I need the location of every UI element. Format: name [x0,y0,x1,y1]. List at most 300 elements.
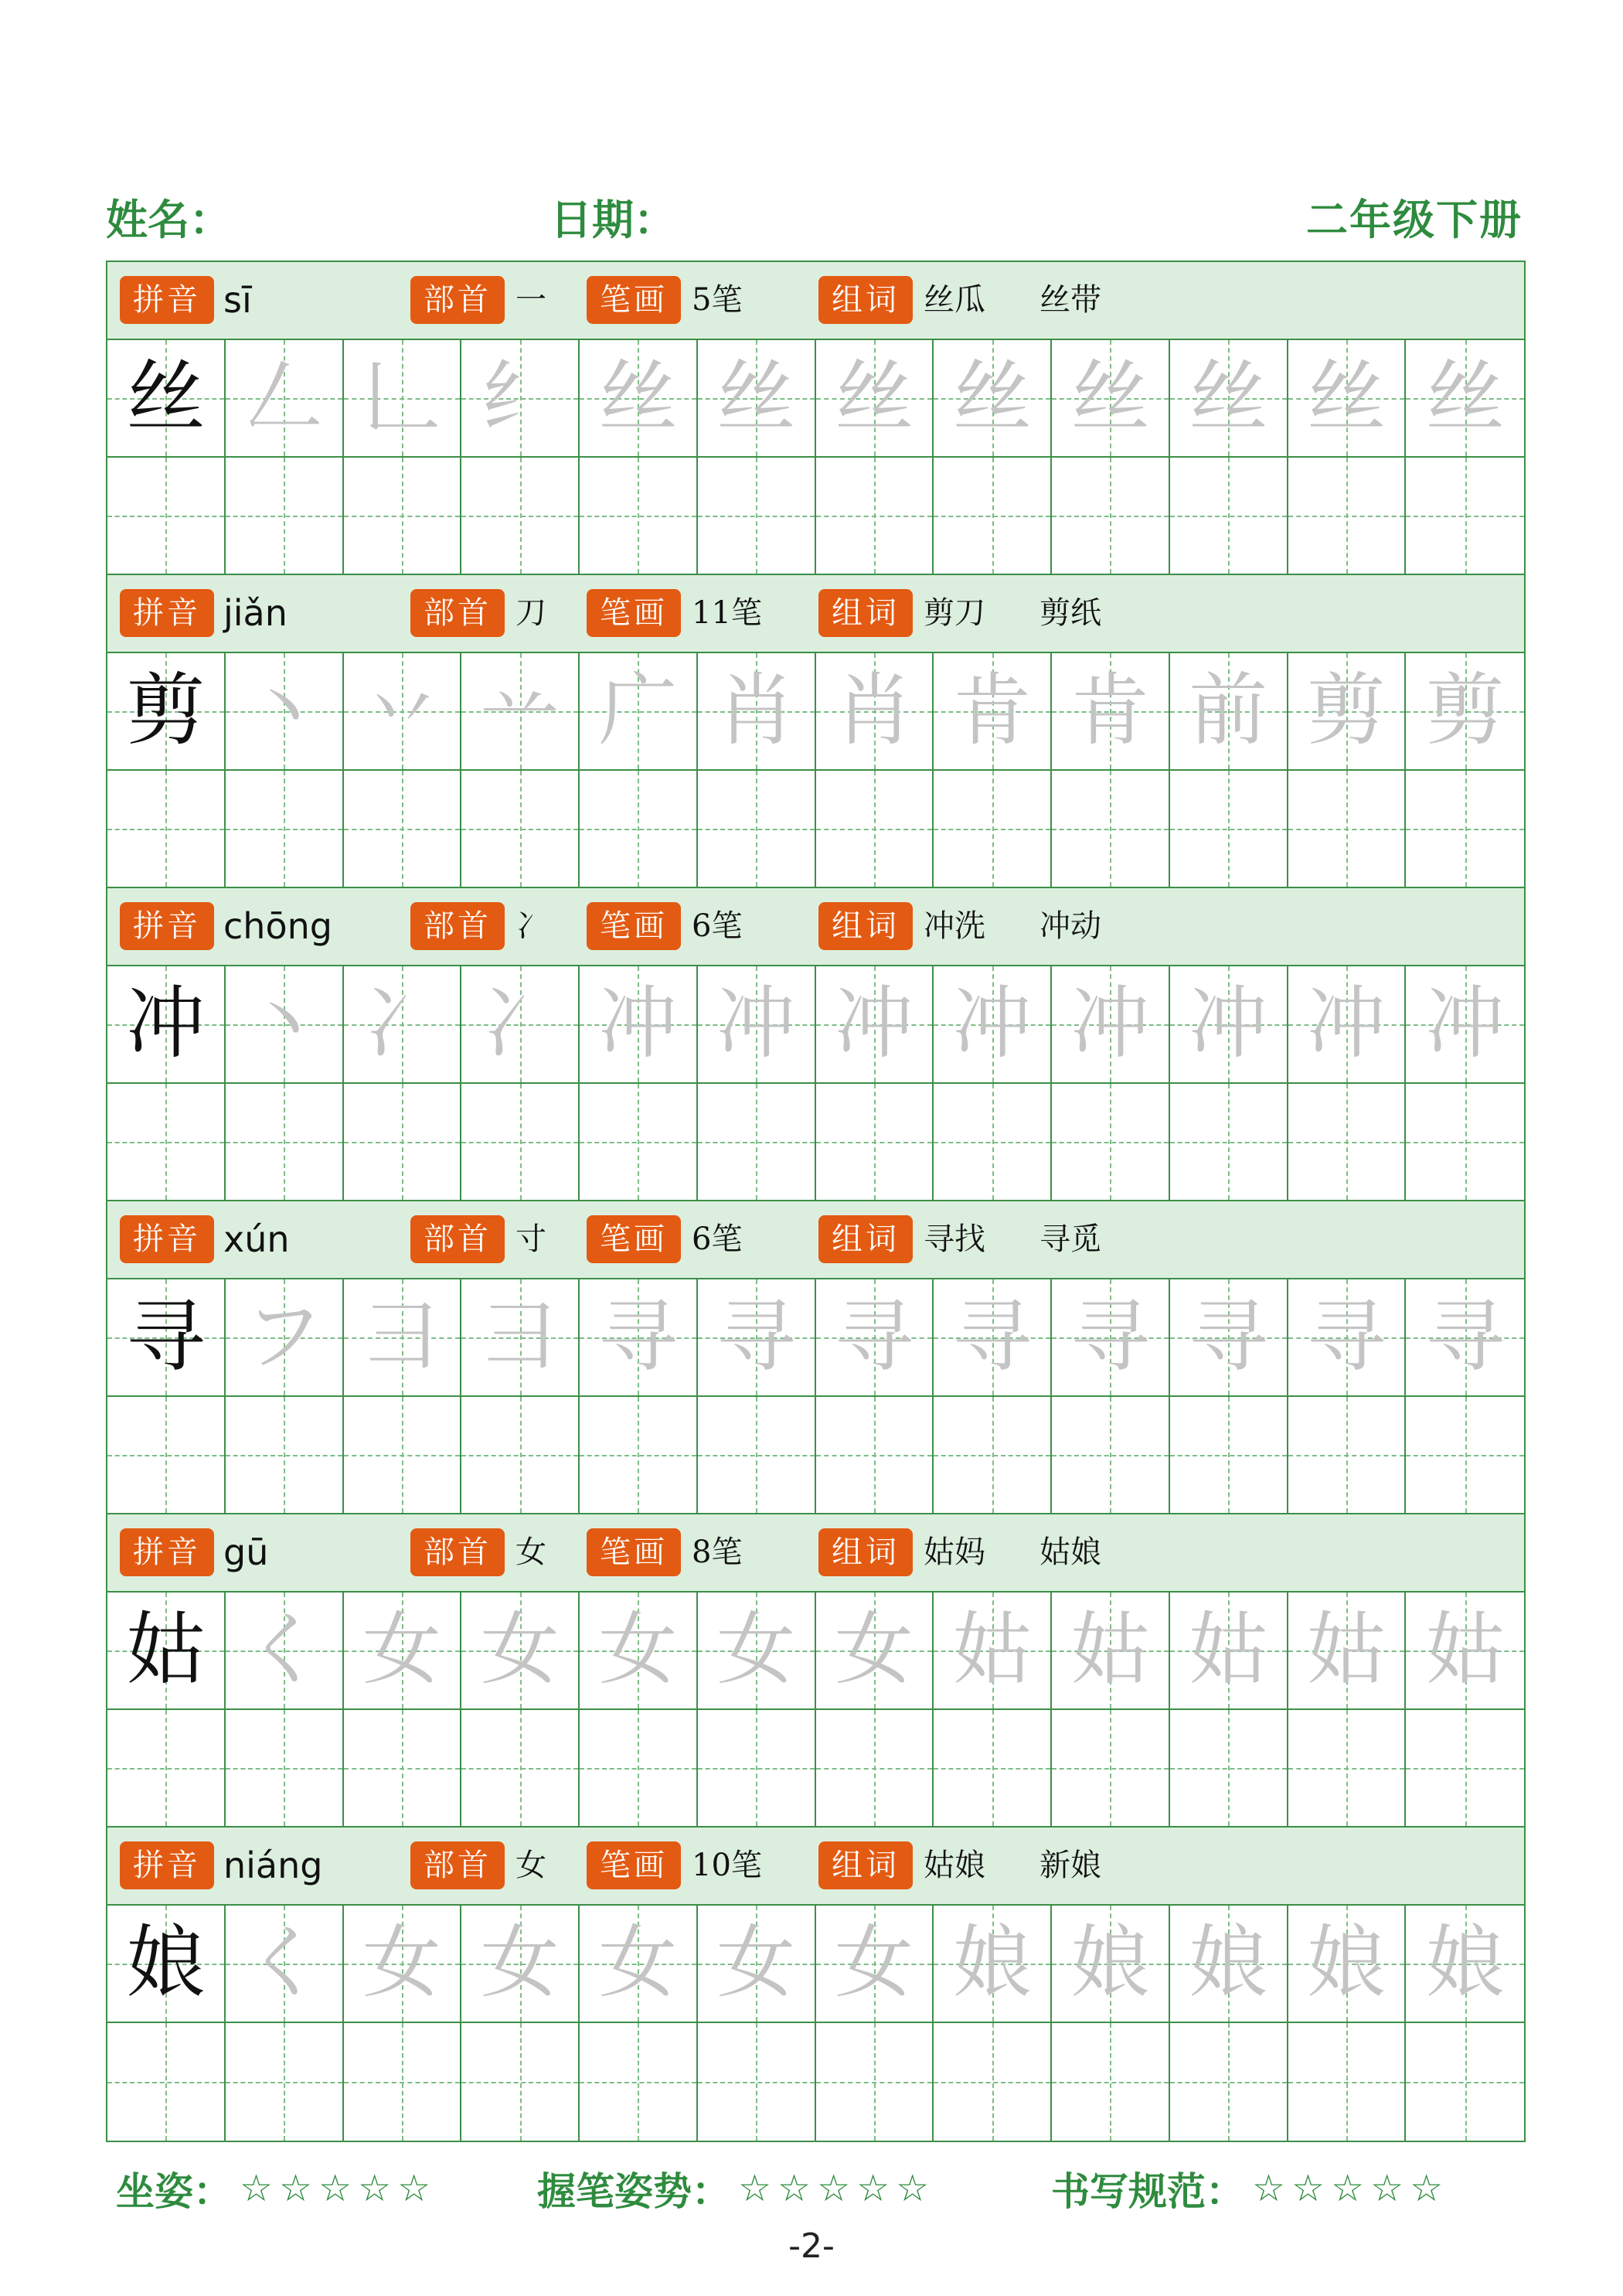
blank-cell[interactable] [580,771,698,888]
trace-row [107,653,1524,771]
trace-char: く [244,1604,324,1696]
trace-char: 剪 [1425,665,1505,757]
trace-row [107,1279,1524,1397]
char-block [107,1514,1524,1828]
word-2: 冲动 [1039,908,1101,944]
trace-cell[interactable] [1052,340,1170,458]
grip-label: 握笔姿势： [537,2169,730,2214]
model-char-cell [107,1593,226,1710]
trace-char: 姑 [1189,1604,1268,1696]
trace-cell[interactable] [226,1279,344,1397]
trace-char: 彐 [480,1291,560,1383]
trace-cell[interactable] [816,1593,934,1710]
trace-char: 女 [716,1917,796,2009]
trace-char: 丝 [952,352,1032,444]
posture-rating [116,2161,437,2216]
char-info-bar [107,1828,1524,1906]
trace-cell[interactable] [816,653,934,771]
radical-value: 一 [515,282,546,318]
trace-cell[interactable] [344,340,462,458]
radical-value: 刀 [515,595,546,631]
words-tag: 组词 [818,1215,913,1263]
trace-char: 冲 [1070,978,1150,1070]
blank-cell[interactable] [1170,771,1288,888]
trace-char: 娘 [1425,1917,1505,2009]
trace-cell[interactable] [1288,966,1407,1084]
trace-char: 𠃋 [244,352,324,444]
trace-char: 女 [598,1917,678,2009]
trace-cell[interactable] [1170,340,1288,458]
trace-cell[interactable] [580,1906,698,2023]
trace-char: 肖 [834,665,914,757]
blank-cell[interactable] [1406,1084,1524,1201]
blank-cell[interactable] [698,458,816,575]
trace-char: 女 [362,1604,441,1696]
model-char-cell [107,1906,226,2023]
trace-cell[interactable] [1170,1906,1288,2023]
blank-cell[interactable] [816,458,934,575]
char-info-bar [107,575,1524,653]
strokes-tag: 笔画 [587,276,681,324]
trace-char: 姑 [1070,1604,1150,1696]
trace-char: 丝 [598,352,678,444]
radical-value: 女 [515,1848,546,1883]
word-2: 新娘 [1039,1848,1101,1883]
blank-cell[interactable] [107,458,226,575]
trace-char: 女 [480,1917,560,2009]
model-char: 寻 [126,1291,206,1383]
trace-cell[interactable] [816,340,934,458]
trace-char: 肯 [952,665,1032,757]
char-info-bar [107,262,1524,340]
blank-cell[interactable] [1170,1397,1288,1514]
blank-cell[interactable] [698,1397,816,1514]
blank-cell[interactable] [461,2023,580,2141]
blank-practice-row [107,458,1524,575]
pinyin-tag: 拼音 [120,276,214,324]
strokes-value: 8笔 [692,1535,743,1570]
blank-cell[interactable] [226,458,344,575]
blank-practice-row [107,1710,1524,1828]
trace-char: 彐 [362,1291,441,1383]
trace-row [107,966,1524,1084]
trace-cell[interactable] [816,966,934,1084]
blank-cell[interactable] [1052,458,1170,575]
pinyin-value: jiǎn [223,592,288,634]
blank-cell[interactable] [816,1084,934,1201]
trace-char: 女 [480,1604,560,1696]
blank-cell[interactable] [107,1397,226,1514]
blank-cell[interactable] [698,1084,816,1201]
trace-cell[interactable] [934,1906,1052,2023]
trace-char: 丷 [362,665,441,757]
trace-cell[interactable] [1406,1906,1524,2023]
trace-cell[interactable] [461,1279,580,1397]
trace-cell[interactable] [461,340,580,458]
blank-cell[interactable] [1406,1710,1524,1828]
blank-cell[interactable] [580,1084,698,1201]
blank-cell[interactable] [1052,1084,1170,1201]
blank-cell[interactable] [1288,1397,1407,1514]
blank-cell[interactable] [461,1397,580,1514]
trace-cell[interactable] [698,1593,816,1710]
strokes-tag: 笔画 [587,1215,681,1263]
pinyin-tag: 拼音 [120,902,214,950]
word-2: 寻觅 [1039,1221,1101,1257]
radical-tag: 部首 [410,276,505,324]
trace-cell[interactable] [1052,1593,1170,1710]
trace-cell[interactable] [1288,1593,1407,1710]
trace-cell[interactable] [1288,340,1407,458]
trace-char: 姑 [1306,1604,1386,1696]
blank-cell[interactable] [461,1710,580,1828]
date-label: 日期： [550,196,675,244]
trace-char: 丝 [1306,352,1386,444]
blank-cell[interactable] [1288,458,1407,575]
blank-cell[interactable] [580,458,698,575]
trace-char: く [244,1917,324,2009]
blank-cell[interactable] [816,1710,934,1828]
trace-cell[interactable] [1288,1279,1407,1397]
blank-cell[interactable] [107,1084,226,1201]
char-block [107,262,1524,575]
blank-cell[interactable] [344,1084,462,1201]
radical-tag: 部首 [410,1528,505,1576]
trace-cell[interactable] [344,1279,462,1397]
trace-cell[interactable] [1406,966,1524,1084]
radical-value: 女 [515,1535,546,1570]
blank-cell[interactable] [107,2023,226,2141]
trace-cell[interactable] [1406,1279,1524,1397]
trace-cell[interactable] [1406,340,1524,458]
trace-cell[interactable] [698,1279,816,1397]
char-info-bar [107,1514,1524,1593]
blank-cell[interactable] [226,1084,344,1201]
trace-char: 冲 [598,978,678,1070]
word-2: 丝带 [1039,282,1101,318]
trace-char: 肯 [1070,665,1150,757]
trace-cell[interactable] [1406,1593,1524,1710]
blank-cell[interactable] [107,771,226,888]
blank-cell[interactable] [580,1710,698,1828]
blank-cell[interactable] [461,458,580,575]
trace-char: 娘 [1189,1917,1268,2009]
word-1: 丝瓜 [924,282,985,318]
norm-label: 书写规范： [1051,2169,1244,2214]
blank-cell[interactable] [1170,2023,1288,2141]
trace-cell[interactable] [934,340,1052,458]
page-number: -2- [788,2226,835,2266]
blank-cell[interactable] [107,1710,226,1828]
blank-cell[interactable] [1288,1710,1407,1828]
blank-cell[interactable] [226,1397,344,1514]
grip-rating [537,2161,935,2216]
pinyin-value: gū [223,1531,269,1573]
radical-value: 冫 [515,908,546,944]
model-char-cell [107,966,226,1084]
model-char-cell [107,340,226,458]
trace-cell[interactable] [698,966,816,1084]
strokes-value: 11笔 [692,595,762,631]
trace-char: 冲 [716,978,796,1070]
posture-label: 坐姿： [116,2169,232,2214]
model-char-cell [107,1279,226,1397]
word-1: 姑娘 [924,1848,985,1883]
trace-cell[interactable] [1170,1593,1288,1710]
trace-char: 丝 [716,352,796,444]
model-char-cell [107,653,226,771]
trace-cell[interactable] [1406,653,1524,771]
word-1: 寻找 [924,1221,985,1257]
blank-cell[interactable] [1406,458,1524,575]
blank-cell[interactable] [1052,1397,1170,1514]
grade-label: 二年级下册 [1306,196,1523,244]
char-block [107,1828,1524,2141]
trace-char: 丝 [834,352,914,444]
blank-cell[interactable] [1406,771,1524,888]
char-block [107,575,1524,888]
blank-cell[interactable] [934,458,1052,575]
words-tag: 组词 [818,1528,913,1576]
trace-char: 丝 [1189,352,1268,444]
trace-cell[interactable] [580,1279,698,1397]
model-char: 剪 [126,665,206,757]
blank-cell[interactable] [461,1084,580,1201]
strokes-tag: 笔画 [587,1528,681,1576]
blank-cell[interactable] [1288,2023,1407,2141]
trace-cell[interactable] [580,1593,698,1710]
word-2: 姑娘 [1039,1535,1101,1570]
trace-char: 寻 [1306,1291,1386,1383]
strokes-value: 5笔 [692,282,743,318]
trace-cell[interactable] [461,1906,580,2023]
trace-cell[interactable] [461,653,580,771]
trace-cell[interactable] [1288,653,1407,771]
trace-cell[interactable] [934,653,1052,771]
trace-cell[interactable] [1052,653,1170,771]
strokes-value: 6笔 [692,1221,743,1257]
trace-char: 䒑 [480,665,560,757]
radical-tag: 部首 [410,589,505,637]
strokes-value: 6笔 [692,908,743,944]
trace-cell[interactable] [934,966,1052,1084]
blank-practice-row [107,1397,1524,1514]
trace-cell[interactable] [580,966,698,1084]
model-char: 丝 [126,352,206,444]
pinyin-tag: 拼音 [120,1215,214,1263]
trace-cell[interactable] [580,340,698,458]
trace-char: 寻 [1189,1291,1268,1383]
radical-value: 寸 [515,1221,546,1257]
word-1: 冲洗 [924,908,985,944]
trace-cell[interactable] [344,1593,462,1710]
pinyin-value: niáng [223,1845,323,1886]
trace-char: 女 [362,1917,441,2009]
trace-char: 前 [1189,665,1268,757]
trace-row [107,340,1524,458]
trace-char: 冫 [362,978,441,1070]
char-block [107,1201,1524,1514]
trace-cell[interactable] [580,653,698,771]
pinyin-value: xún [223,1218,290,1260]
trace-row [107,1906,1524,2023]
blank-cell[interactable] [816,2023,934,2141]
model-char: 娘 [126,1917,206,2009]
trace-cell[interactable] [1052,966,1170,1084]
norm-stars[interactable]: ☆☆☆☆☆ [1252,2167,1450,2210]
blank-cell[interactable] [934,1397,1052,1514]
trace-char: 寻 [598,1291,678,1383]
blank-cell[interactable] [1170,1710,1288,1828]
blank-cell[interactable] [698,1710,816,1828]
trace-cell[interactable] [1052,1279,1170,1397]
trace-char: 寻 [952,1291,1032,1383]
pinyin-tag: 拼音 [120,1841,214,1889]
blank-cell[interactable] [934,2023,1052,2141]
blank-cell[interactable] [816,1397,934,1514]
trace-cell[interactable] [816,1906,934,2023]
trace-cell[interactable] [226,1906,344,2023]
trace-cell[interactable] [816,1279,934,1397]
blank-cell[interactable] [934,1710,1052,1828]
trace-char: 娘 [952,1917,1032,2009]
trace-cell[interactable] [461,1593,580,1710]
trace-char: 寻 [834,1291,914,1383]
blank-cell[interactable] [226,771,344,888]
blank-cell[interactable] [461,771,580,888]
trace-char: 冲 [1189,978,1268,1070]
blank-cell[interactable] [580,2023,698,2141]
radical-tag: 部首 [410,902,505,950]
posture-stars[interactable]: ☆☆☆☆☆ [240,2167,437,2210]
blank-cell[interactable] [698,771,816,888]
trace-cell[interactable] [934,1593,1052,1710]
char-info-bar [107,1201,1524,1279]
trace-char: 丝 [1425,352,1505,444]
trace-cell[interactable] [226,653,344,771]
blank-cell[interactable] [934,771,1052,888]
trace-cell[interactable] [1052,1906,1170,2023]
model-char: 冲 [126,978,206,1070]
blank-cell[interactable] [1052,771,1170,888]
char-info-bar [107,888,1524,966]
grip-stars[interactable]: ☆☆☆☆☆ [738,2167,936,2210]
blank-cell[interactable] [344,458,462,575]
trace-char: 寻 [716,1291,796,1383]
blank-cell[interactable] [344,2023,462,2141]
blank-practice-row [107,1084,1524,1201]
blank-cell[interactable] [1406,2023,1524,2141]
blank-cell[interactable] [1052,1710,1170,1828]
blank-cell[interactable] [934,1084,1052,1201]
trace-char: 女 [598,1604,678,1696]
practice-sheet [106,261,1526,2142]
trace-char: 𠃊 [362,352,441,444]
trace-cell[interactable] [344,1906,462,2023]
trace-char: 寻 [1425,1291,1505,1383]
word-2: 剪纸 [1039,595,1101,631]
blank-cell[interactable] [344,771,462,888]
pinyin-tag: 拼音 [120,1528,214,1576]
blank-cell[interactable] [816,771,934,888]
word-1: 剪刀 [924,595,985,631]
blank-cell[interactable] [344,1397,462,1514]
trace-char: 寻 [1070,1291,1150,1383]
trace-row [107,1593,1524,1710]
blank-cell[interactable] [1170,1084,1288,1201]
blank-cell[interactable] [1406,1397,1524,1514]
trace-char: 冫 [480,978,560,1070]
trace-char: 广 [598,665,678,757]
blank-cell[interactable] [1052,2023,1170,2141]
trace-cell[interactable] [344,966,462,1084]
trace-cell[interactable] [1288,1906,1407,2023]
trace-char: 冲 [834,978,914,1070]
trace-char: 娘 [1070,1917,1150,2009]
trace-cell[interactable] [1170,1279,1288,1397]
trace-char: 剪 [1306,665,1386,757]
blank-cell[interactable] [1170,458,1288,575]
blank-cell[interactable] [698,2023,816,2141]
strokes-tag: 笔画 [587,589,681,637]
trace-char: 姑 [1425,1604,1505,1696]
trace-char: 娘 [1306,1917,1386,2009]
words-tag: 组词 [818,902,913,950]
trace-cell[interactable] [934,1279,1052,1397]
model-char: 姑 [126,1604,206,1696]
pinyin-value: sī [223,279,252,321]
trace-char: 女 [834,1917,914,2009]
trace-char: 丶 [244,978,324,1070]
trace-cell[interactable] [698,1906,816,2023]
blank-cell[interactable] [344,1710,462,1828]
trace-cell[interactable] [226,1593,344,1710]
trace-char: 丶 [244,665,324,757]
norm-rating [1051,2161,1449,2216]
blank-cell[interactable] [1288,771,1407,888]
trace-cell[interactable] [698,653,816,771]
blank-cell[interactable] [226,2023,344,2141]
trace-cell[interactable] [461,966,580,1084]
trace-cell[interactable] [1170,653,1288,771]
trace-char: 丝 [1070,352,1150,444]
words-tag: 组词 [818,589,913,637]
words-tag: 组词 [818,1841,913,1889]
trace-char: 肖 [716,665,796,757]
radical-tag: 部首 [410,1841,505,1889]
trace-cell[interactable] [344,653,462,771]
trace-char: 女 [834,1604,914,1696]
strokes-value: 10笔 [692,1848,762,1883]
trace-cell[interactable] [226,966,344,1084]
blank-cell[interactable] [226,1710,344,1828]
trace-char: 冲 [1306,978,1386,1070]
blank-cell[interactable] [1288,1084,1407,1201]
trace-cell[interactable] [1170,966,1288,1084]
trace-char: 纟 [480,352,560,444]
blank-practice-row [107,771,1524,888]
trace-cell[interactable] [226,340,344,458]
words-tag: 组词 [818,276,913,324]
char-block [107,888,1524,1201]
word-1: 姑妈 [924,1535,985,1570]
radical-tag: 部首 [410,1215,505,1263]
strokes-tag: 笔画 [587,902,681,950]
trace-cell[interactable] [698,340,816,458]
pinyin-tag: 拼音 [120,589,214,637]
self-evaluation [116,2161,1523,2223]
blank-cell[interactable] [580,1397,698,1514]
